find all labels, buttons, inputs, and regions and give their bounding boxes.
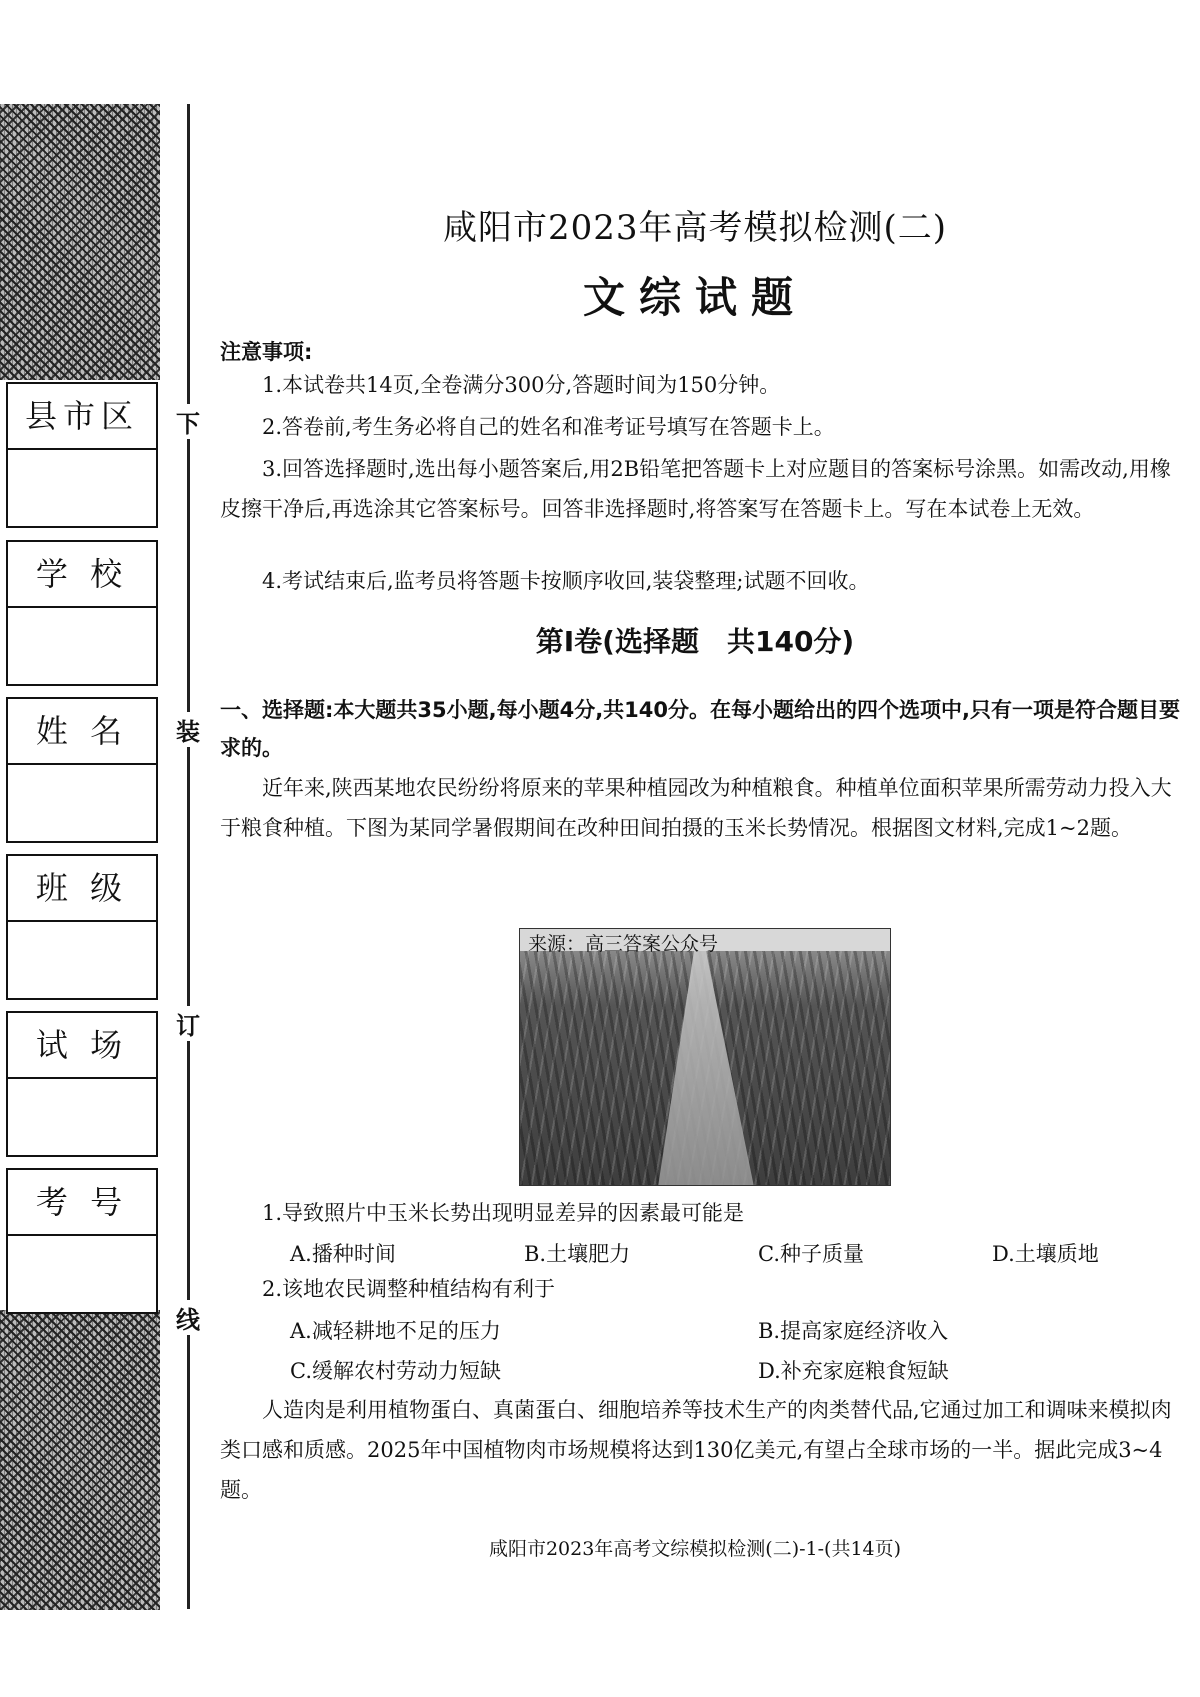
corn-field-photo (519, 928, 891, 1186)
field-exam-room[interactable] (6, 1011, 158, 1157)
field-county[interactable] (6, 382, 158, 528)
notice-item-3: 3.回答选择题时,选出每小题答案后,用2B铅笔把答题卡上对应题目的答案标号涂黑。如需改动,用橡皮擦干净后,再选涂其它答案标号。回答非选择题时,将答案写在答题卡上。写在本试卷上无效。 (220, 457, 1171, 521)
q1-option-c[interactable]: C.种子质量 (758, 1242, 864, 1266)
binding-mark-ding: 订 (171, 1006, 205, 1041)
security-pattern-top (0, 104, 160, 380)
notice-heading: 注意事项: (220, 340, 313, 364)
notice-item-1: 1.本试卷共14页,全卷满分300分,答题时间为150分钟。 (262, 373, 781, 397)
binding-mark-xia: 下 (171, 404, 205, 439)
field-exam-number-label: 考 号 (8, 1170, 156, 1236)
passage-2: 人造肉是利用植物蛋白、真菌蛋白、细胞培养等技术生产的肉类替代品,它通过加工和调味来模拟肉类口感和质感。2025年中国植物肉市场规模将达到130亿美元,有望占全球市场的一半。据此完成3~4题。 (220, 1398, 1172, 1502)
binding-mark-xian: 线 (171, 1300, 205, 1335)
binding-mark-zhuang: 装 (171, 712, 205, 747)
field-class[interactable] (6, 854, 158, 1000)
notice-item-4: 4.考试结束后,监考员将答题卡按顺序收回,装袋整理;试题不回收。 (262, 569, 870, 593)
field-name[interactable] (6, 697, 158, 843)
q1-option-b[interactable]: B.土壤肥力 (524, 1242, 631, 1266)
photo-path (640, 951, 760, 1186)
page-footer: 咸阳市2023年高考文综模拟检测(二)-1-(共14页) (488, 1538, 902, 1560)
field-county-label: 县市区 (8, 384, 156, 450)
exam-subtitle: 文综试题 (582, 273, 807, 322)
q1-option-a[interactable]: A.播种时间 (290, 1242, 396, 1266)
questions-intro: 一、选择题:本大题共35小题,每小题4分,共140分。在每小题给出的四个选项中,只有一项是符合题目要求的。 (220, 698, 1180, 760)
q2-option-d[interactable]: D.补充家庭粮食短缺 (758, 1359, 949, 1383)
exam-title: 咸阳市2023年高考模拟检测(二) (442, 208, 948, 248)
field-exam-room-label: 试 场 (8, 1013, 156, 1079)
passage-1: 近年来,陕西某地农民纷纷将原来的苹果种植园改为种植粮食。种植单位面积苹果所需劳动力投入大于粮食种植。下图为某同学暑假期间在改种田间拍摄的玉米长势情况。根据图文材料,完成1~2题。 (220, 776, 1172, 840)
field-school-label: 学 校 (8, 542, 156, 608)
section-title: 第Ⅰ卷(选择题 共140分) (535, 625, 855, 658)
field-name-label: 姓 名 (8, 699, 156, 765)
q2-option-b[interactable]: B.提高家庭经济收入 (758, 1319, 949, 1343)
q2-option-c[interactable]: C.缓解农村劳动力短缺 (290, 1359, 501, 1383)
field-school[interactable] (6, 540, 158, 686)
q1-option-d[interactable]: D.土壤质地 (992, 1242, 1099, 1266)
security-pattern-bottom (0, 1310, 160, 1610)
q2-option-a[interactable]: A.减轻耕地不足的压力 (290, 1319, 501, 1343)
field-class-label: 班 级 (8, 856, 156, 922)
photo-caption: 来源：高三答案公众号 (528, 933, 719, 955)
notice-item-2: 2.答卷前,考生务必将自己的姓名和准考证号填写在答题卡上。 (262, 415, 835, 439)
q2-stem: 2.该地农民调整种植结构有利于 (262, 1277, 556, 1301)
q1-stem: 1.导致照片中玉米长势出现明显差异的因素最可能是 (262, 1201, 745, 1225)
binding-line (187, 104, 190, 1609)
field-exam-number[interactable] (6, 1168, 158, 1314)
